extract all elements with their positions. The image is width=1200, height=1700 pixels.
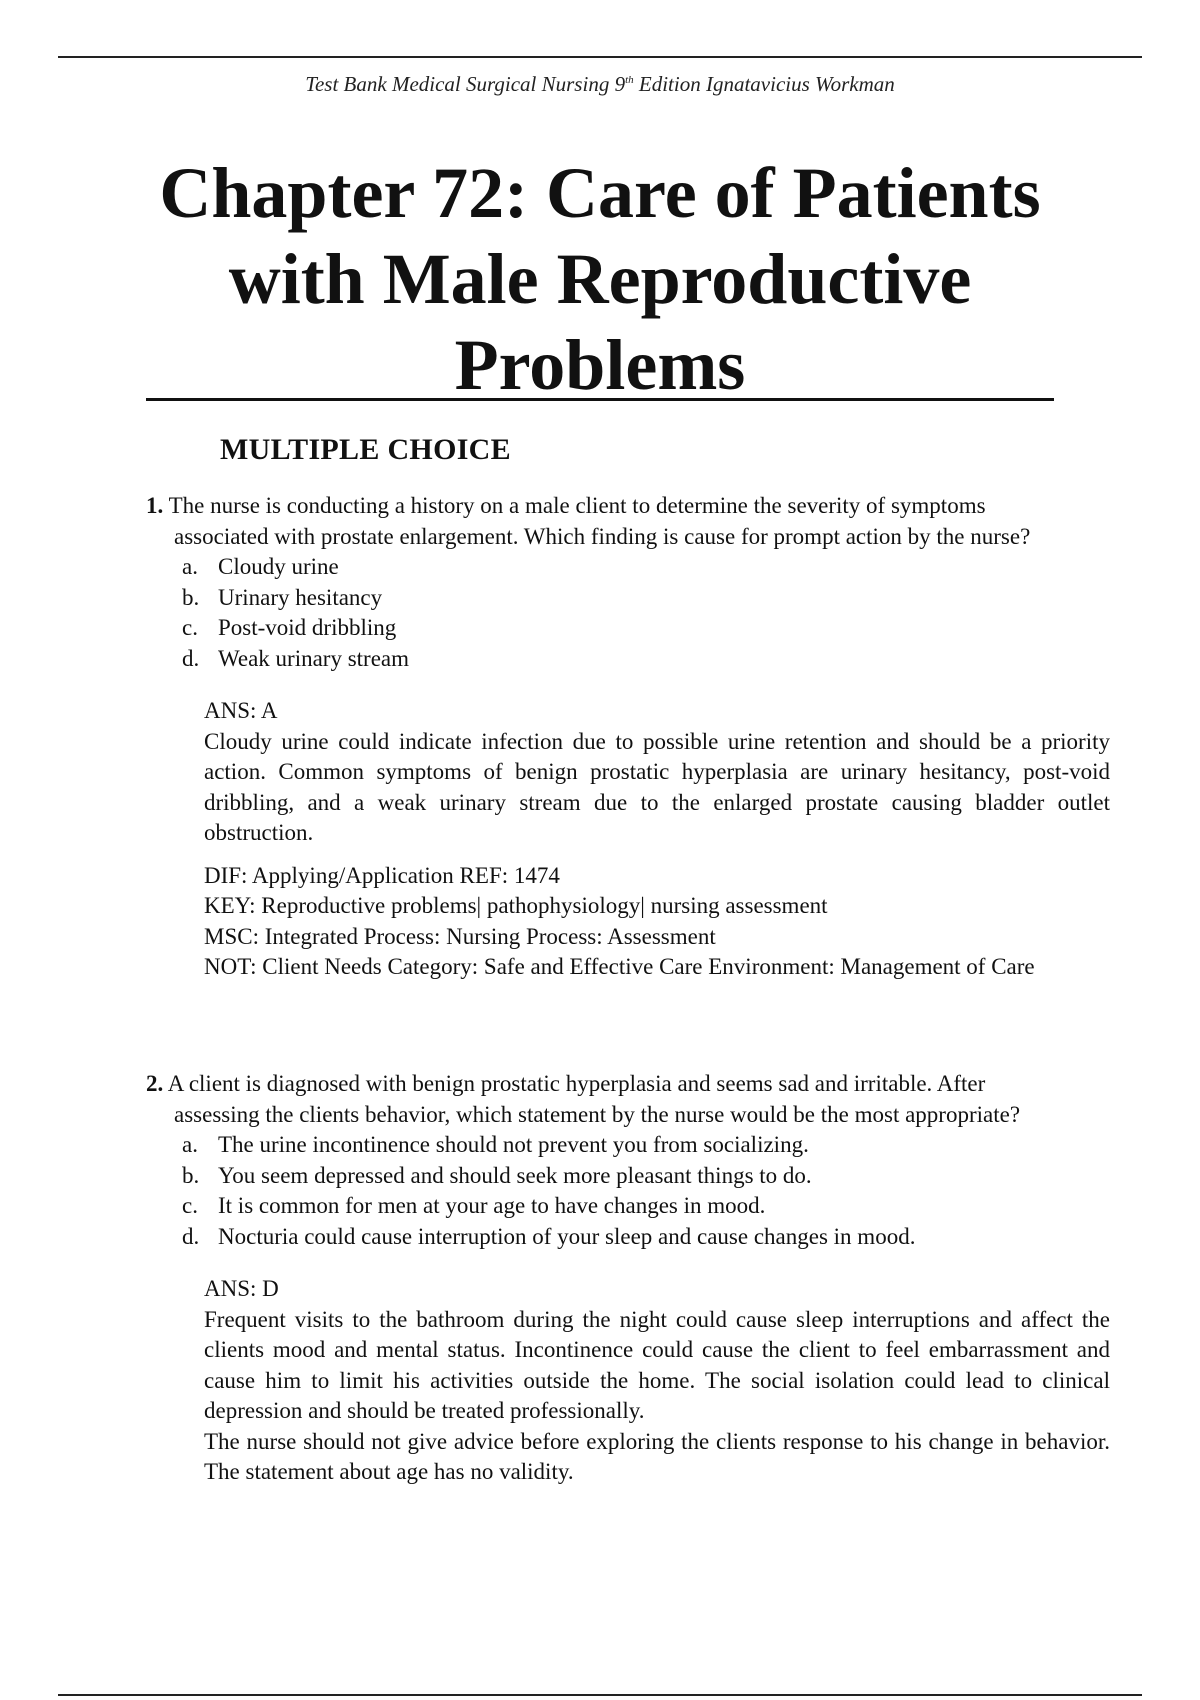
question-number: 2. xyxy=(146,1071,164,1096)
option-text: Urinary hesitancy xyxy=(218,584,383,610)
option-letter: d. xyxy=(182,645,200,671)
title-rule xyxy=(146,398,1054,401)
option-item xyxy=(182,1222,1076,1253)
option-letter: a. xyxy=(182,554,198,579)
question-stem xyxy=(146,491,1076,552)
running-header-superscript: th xyxy=(625,74,634,86)
answer-options xyxy=(146,552,1076,674)
question-number: 1. xyxy=(146,493,164,518)
answer-block xyxy=(204,696,1110,983)
answer-block xyxy=(204,1274,1110,1488)
option-item xyxy=(182,1161,1076,1192)
running-header xyxy=(0,72,1200,97)
question-stem xyxy=(146,1069,1076,1130)
answer-rationale: Frequent visits to the bathroom during the night could cause sleep interruptions and affect the clients mood and mental status. Incontinence could cause the client to feel embarrassment and cause him to limit his activities outside the home. The social isolation could lead to clinical depression and should be treated professionally. xyxy=(204,1306,1110,1423)
option-text: Post-void dribbling xyxy=(218,615,397,640)
question-text: The nurse is conducting a history on a male client to determine the severity of symptoms associated with prostate enlargement. Which finding is cause for prompt action by the nurse? xyxy=(168,493,1031,549)
question-metadata xyxy=(204,861,1110,983)
question-text: A client is diagnosed with benign prostatic hyperplasia and seems sad and irritable. After assessing the clients behavior, which statement by the nurse would be the most appropriate? xyxy=(167,1071,1021,1127)
metadata-client-needs: NOT: Client Needs Category: Safe and Effective Care Environment: Management of Care xyxy=(204,954,1035,979)
answer-key: ANS: A xyxy=(204,698,278,723)
metadata-msc: MSC: Integrated Process: Nursing Process: Assessment xyxy=(204,923,716,949)
option-text: It is common for men at your age to have changes in mood. xyxy=(218,1193,766,1218)
running-header-suffix: Edition Ignatavicius Workman xyxy=(633,72,895,96)
option-item xyxy=(182,1191,1076,1222)
metadata-difficulty-ref: DIF: Applying/Application REF: 1474 xyxy=(204,862,560,888)
option-letter: c. xyxy=(182,1193,198,1218)
metadata-keywords: KEY: Reproductive problems| pathophysiology| nursing assessment xyxy=(204,893,828,918)
question-1 xyxy=(146,491,1110,983)
answer-key: ANS: D xyxy=(204,1276,279,1301)
top-rule xyxy=(58,56,1142,58)
option-letter: c. xyxy=(182,615,198,640)
option-item xyxy=(182,583,1076,614)
section-heading: MULTIPLE CHOICE xyxy=(220,433,511,466)
question-2 xyxy=(146,1069,1110,1488)
running-header-prefix: Test Bank Medical Surgical Nursing 9 xyxy=(305,72,626,96)
option-letter: a. xyxy=(182,1132,198,1157)
option-item xyxy=(182,552,1076,583)
option-letter: b. xyxy=(182,1162,200,1188)
answer-rationale-continued: The nurse should not give advice before exploring the clients response to his change in behavior. The statement about age has no validity. xyxy=(204,1428,1110,1484)
answer-options xyxy=(146,1130,1076,1252)
option-letter: b. xyxy=(182,584,200,610)
option-text: Nocturia could cause interruption of your sleep and cause changes in mood. xyxy=(218,1223,916,1249)
option-item xyxy=(182,613,1076,644)
option-item xyxy=(182,1130,1076,1161)
option-text: Cloudy urine xyxy=(218,554,339,579)
bottom-rule xyxy=(58,1694,1142,1696)
option-text: The urine incontinence should not prevent you from socializing. xyxy=(218,1132,809,1157)
option-item xyxy=(182,644,1076,675)
option-text: Weak urinary stream xyxy=(218,645,410,671)
option-letter: d. xyxy=(182,1223,200,1249)
answer-rationale: Cloudy urine could indicate infection due to possible urine retention and should be a priority action. Common symptoms of benign prostatic hyperplasia are urinary hesitancy, post-void dribbling, and a weak urinary stream due to the enlarged prostate causing bladder outlet obstruction. xyxy=(204,728,1110,845)
chapter-title: Chapter 72: Care of Patients with Male Reproductive Problems xyxy=(159,153,1041,405)
option-text: You seem depressed and should seek more pleasant things to do. xyxy=(218,1162,812,1188)
